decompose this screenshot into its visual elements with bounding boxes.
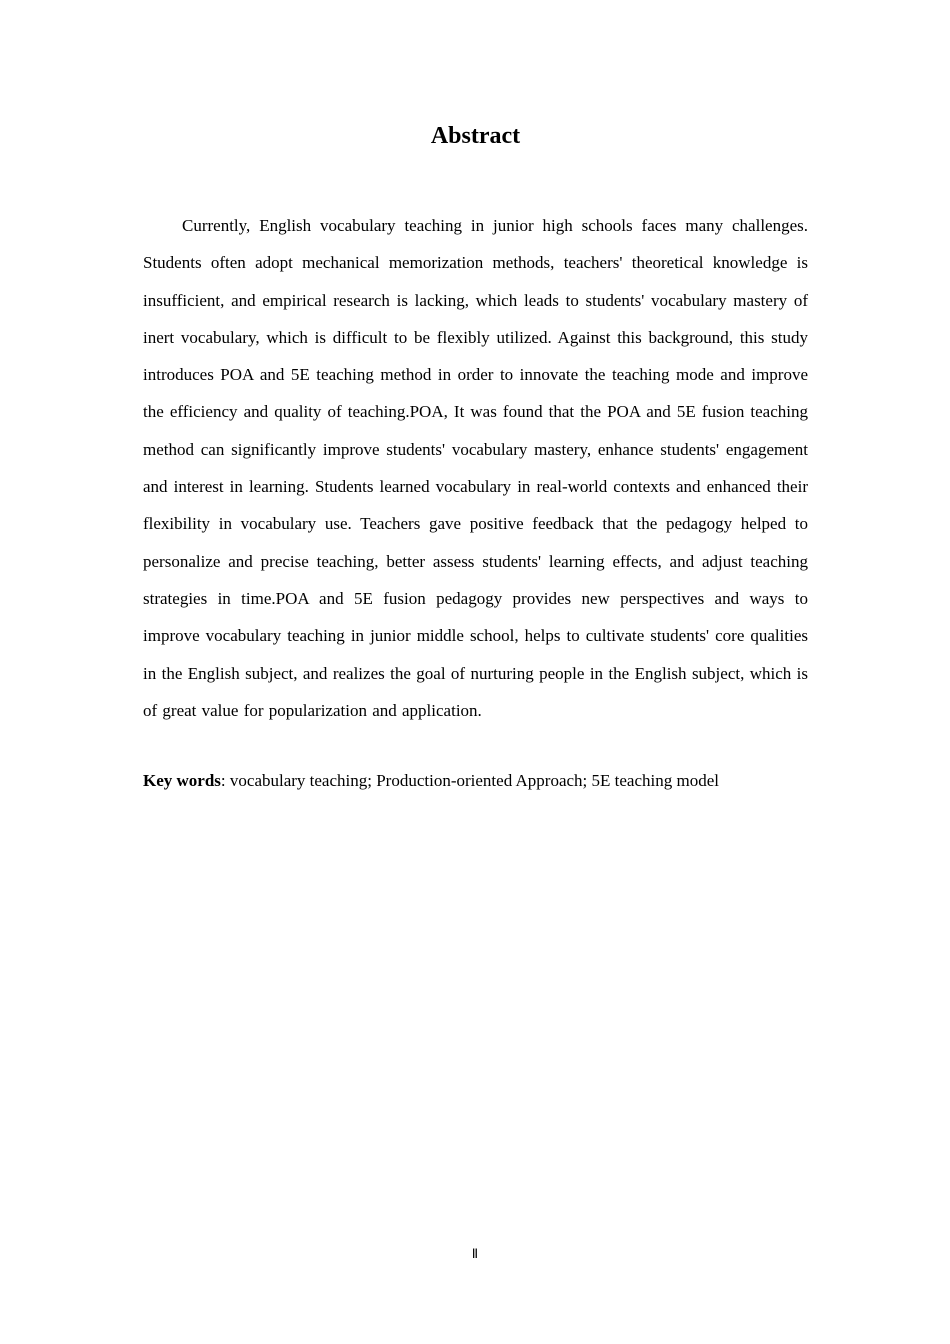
keywords-line [143,762,808,799]
page-number: Ⅱ [471,1246,479,1261]
page-title: Abstract [430,123,521,149]
page-content [143,0,808,799]
keywords-value: : vocabulary teaching; Production-oriented Approach; 5E teaching model [220,771,719,791]
keywords-label: Key words [143,771,221,791]
abstract-paragraph: Currently, English vocabulary teaching in junior high schools faces many challenges. Students often adopt mechanical memorization methods, teachers' theoretical knowledge is insufficient, and empirical research is lacking, which leads to students' vocabulary mastery of inert vocabulary, which is difficult to be flexibly utilized. Against this background, this study introduces POA and 5E teaching method in order to innovate the teaching mode and improve the efficiency and quality of teaching.POA, It was found that the POA and 5E fusion teaching method can significantly improve students' vocabulary mastery, enhance students' engagement and interest in learning. Students learned vocabulary in real-world contexts and enhanced their flexibility in vocabulary use. Teachers gave positive feedback that the pedagogy helped to personalize and precise teaching, better assess students' learning effects, and adjust teaching strategies in time.POA and 5E fusion pedagogy provides new perspectives and ways to improve vocabulary teaching in junior middle school, helps to cultivate students' core qualities in the English subject, and realizes the goal of nurturing people in the English subject, which is of great value for popularization and application. [143,216,808,720]
